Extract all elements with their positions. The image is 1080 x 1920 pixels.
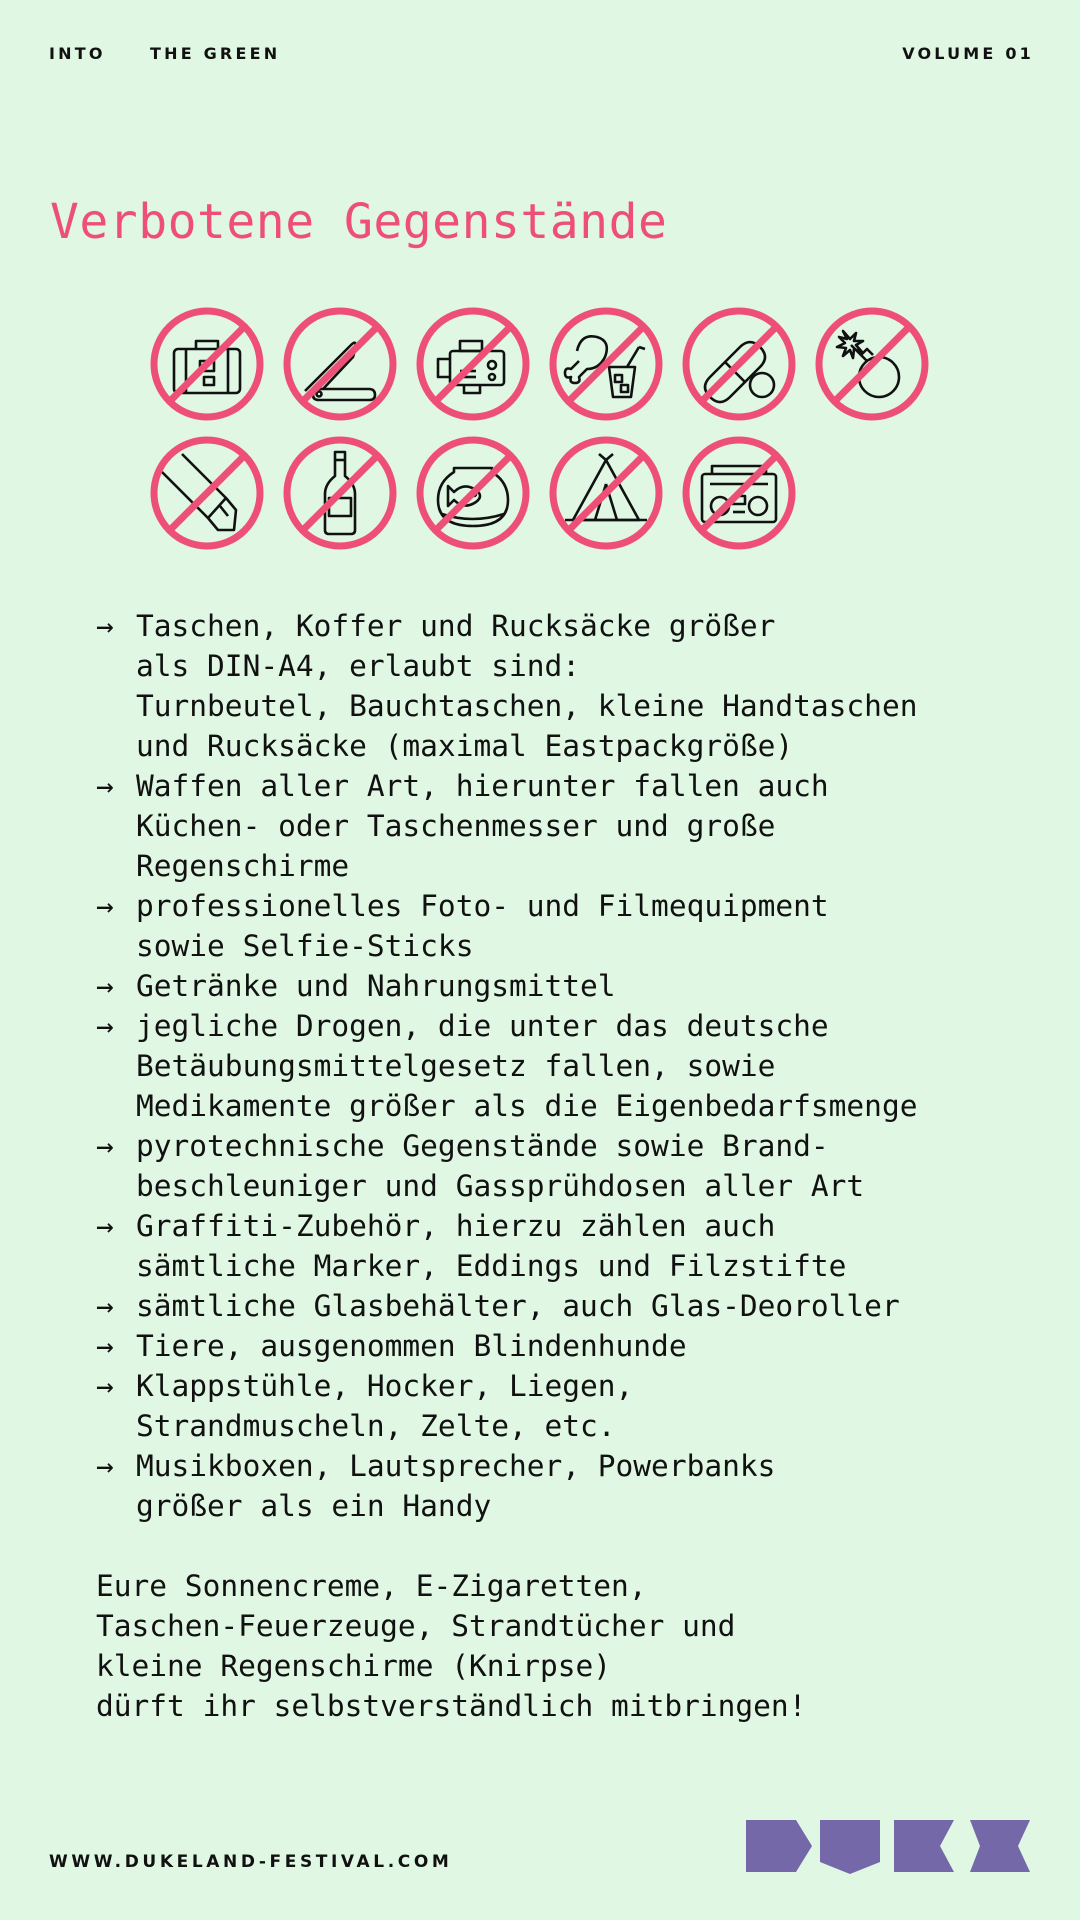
page-title: Verbotene Gegenstände	[50, 194, 668, 250]
list-item-text: Taschen, Koffer und Rucksäcke größer als DIN-A4, erlaubt sind: Turnbeutel, Bauchtaschen, kleine Handtaschen und Rucksäcke (maximal Eastpackgröße)	[136, 609, 918, 763]
list-item	[96, 1126, 917, 1206]
arrow-icon: →	[96, 769, 114, 803]
list-item	[96, 606, 917, 766]
arrow-icon: →	[96, 1369, 114, 1403]
forbidden-items-list	[96, 606, 917, 1526]
knife-icon	[281, 305, 399, 423]
arrow-icon: →	[96, 1329, 114, 1363]
list-item	[96, 886, 917, 966]
arrow-icon: →	[96, 1009, 114, 1043]
list-item	[96, 766, 917, 886]
list-item-text: Getränke und Nahrungsmittel	[136, 969, 616, 1003]
list-item	[96, 1206, 917, 1286]
fishbowl-icon	[414, 434, 532, 552]
list-item-text: jegliche Drogen, die unter das deutsche Betäubungsmittelgesetz fallen, sowie Medikamente größer als die Eigenbedarfsmenge	[136, 1009, 918, 1123]
camera-icon	[414, 305, 532, 423]
series-label: INTO	[49, 44, 106, 63]
arrow-icon: →	[96, 969, 114, 1003]
volume-label: VOLUME 01	[902, 44, 1034, 63]
list-item	[96, 1366, 917, 1446]
list-item-text: Tiere, ausgenommen Blindenhunde	[136, 1329, 687, 1363]
arrow-icon: →	[96, 609, 114, 643]
tent-icon	[547, 434, 665, 552]
list-item	[96, 1006, 917, 1126]
top-bar	[49, 44, 1034, 68]
arrow-icon: →	[96, 889, 114, 923]
pill-icon	[680, 305, 798, 423]
list-item-text: Klappstühle, Hocker, Liegen, Strandmuscheln, Zelte, etc.	[136, 1369, 634, 1443]
food-drink-icon	[547, 305, 665, 423]
list-item-text: Graffiti-Zubehör, hierzu zählen auch sämtliche Marker, Eddings und Filzstifte	[136, 1209, 847, 1283]
radio-icon	[680, 434, 798, 552]
list-item-text: pyrotechnische Gegenstände sowie Brand- beschleuniger und Gassprühdosen aller Art	[136, 1129, 865, 1203]
arrow-icon: →	[96, 1289, 114, 1323]
arrow-icon: →	[96, 1209, 114, 1243]
suitcase-icon	[148, 305, 266, 423]
list-item	[96, 966, 917, 1006]
marker-icon	[148, 434, 266, 552]
list-item	[96, 1286, 917, 1326]
list-item	[96, 1326, 917, 1366]
bomb-icon	[813, 305, 931, 423]
arrow-icon: →	[96, 1129, 114, 1163]
list-item-text: professionelles Foto- und Filmequipment sowie Selfie-Sticks	[136, 889, 829, 963]
series-subtitle: THE GREEN	[150, 44, 281, 63]
list-item-text: Musikboxen, Lautsprecher, Powerbanks größer als ein Handy	[136, 1449, 776, 1523]
duke-logo	[746, 1818, 1030, 1874]
arrow-icon: →	[96, 1449, 114, 1483]
website-link[interactable]: WWW.DUKELAND-FESTIVAL.COM	[49, 1852, 453, 1872]
list-item-text: Waffen aller Art, hierunter fallen auch Küchen- oder Taschenmesser und große Regenschirme	[136, 769, 829, 883]
list-item-text: sämtliche Glasbehälter, auch Glas-Deoroller	[136, 1289, 900, 1323]
bottle-icon	[281, 434, 399, 552]
list-item	[96, 1446, 917, 1526]
allowed-items-note: Eure Sonnencreme, E-Zigaretten, Taschen-Feuerzeuge, Strandtücher und kleine Regenschirme (Knirpse) dürft ihr selbstverständlich mitbringen!	[96, 1569, 807, 1723]
